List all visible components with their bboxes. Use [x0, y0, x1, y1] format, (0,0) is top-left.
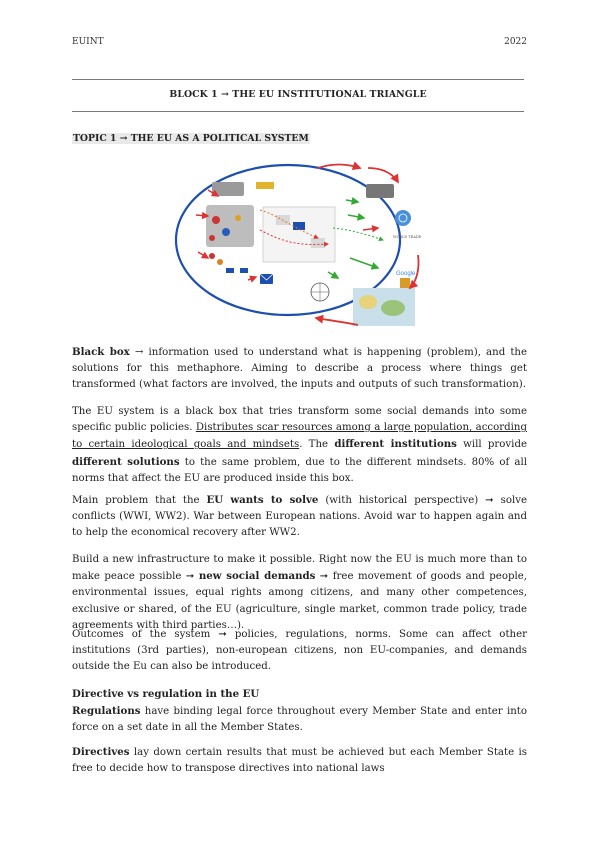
input-arrow — [248, 277, 256, 280]
output-arrow — [350, 258, 378, 268]
crowd-image — [366, 184, 394, 198]
header-year: 2022 — [504, 37, 527, 47]
text: ➞ free movement of goods and people, environmental issues, equal rights among citizens, and many other competences, exclusive or shared, of the EU (agriculture, single market, common trade policy, trade agreements with third parties…). — [72, 571, 528, 631]
text: → information used to understand what is happening (problem), and the solutions for this methaphore. Aiming to describe a process where things get transformed (what factors are involved, the inputs and outputs of such transformation). — [72, 347, 528, 391]
text: Outcomes of the system ➞ policies, regulations, norms. Some can affect other institutions (3rd parties), non-european citizens, non EU-companies, and demands outside the Eu can also be introduced. — [72, 629, 527, 673]
internal-flow-arrow — [333, 228, 383, 240]
paragraph-main-problem — [72, 492, 527, 542]
black-box — [263, 207, 335, 262]
divider-top — [72, 79, 524, 80]
text: (with historical perspective) ➞ solve conflicts (WWI, WW2). War between European nations. Avoid war to happen again and to help the economical recovery after WW2. — [72, 495, 528, 539]
bold-text: EU wants to solve — [206, 494, 319, 506]
paragraph-eu-system — [72, 404, 527, 487]
section-directive-regulation — [72, 686, 527, 737]
text: Build a new infrastructure to make it possible. Right now the EU is much more than to make peace possible ➞ — [72, 554, 527, 583]
eu-flag-small — [240, 268, 248, 273]
input-arrow — [363, 228, 378, 230]
text: lay down certain results that must be achieved but each Member State is free to decide how to transpose directives into national laws — [72, 747, 527, 775]
feedback-arrow — [368, 168, 398, 182]
block-title: BLOCK 1 → THE EU INSTITUTIONAL TRIANGLE — [169, 89, 427, 100]
black-box-diagram — [168, 160, 438, 335]
term-regulations: Regulations — [72, 705, 141, 718]
google-logo-text: Google — [396, 271, 416, 277]
topic-title: TOPIC 1 → THE EU AS A POLITICAL SYSTEM — [73, 133, 309, 144]
bold-text: different solutions — [72, 455, 180, 468]
text: to the same problem, due to the different mindsets. 80% of all norms that affect the EU are produced inside this box. — [72, 456, 527, 484]
paragraph-outcomes — [72, 627, 527, 676]
input-arrow — [198, 252, 208, 258]
text: . The — [299, 439, 335, 451]
banner-image — [256, 182, 274, 189]
text: The EU system is a black box that tries transform some social demands into some specific public policies. — [72, 406, 527, 434]
text: have binding legal force throughout every Member State and enter into force on a set date in all the Member States. — [72, 706, 527, 734]
input-arrow — [196, 215, 208, 216]
output-arrow — [346, 200, 358, 202]
paragraph-infrastructure — [72, 552, 527, 634]
company-logos — [400, 278, 410, 288]
divider-bottom — [72, 111, 524, 112]
text: will provide — [456, 439, 527, 451]
feedback-arrow — [318, 165, 360, 168]
underlined-text: Distributes scar resources among a large population, according to certain ideological goals and mindsets — [72, 422, 527, 451]
section-heading: Directive vs regulation in the EU — [72, 688, 260, 700]
text: Main problem that the — [72, 495, 207, 506]
eu-flag-center — [293, 222, 305, 230]
eu-flag-small — [226, 268, 234, 273]
bold-text: new social demands — [198, 570, 316, 583]
header-course-code: EUINT — [72, 37, 104, 47]
term-directives: Directives — [72, 746, 130, 758]
output-arrow — [328, 272, 338, 278]
term-black-box: Black box — [72, 346, 130, 358]
bold-text: different institutions — [334, 438, 457, 451]
un-logo — [395, 210, 411, 226]
paragraph-black-box — [72, 344, 527, 394]
paragraph-directives — [72, 744, 527, 777]
wto-logo-text: WORLD TRADE — [393, 235, 422, 239]
output-arrow — [348, 215, 364, 218]
feedback-arrow — [316, 318, 358, 325]
people-group-image — [212, 182, 244, 196]
